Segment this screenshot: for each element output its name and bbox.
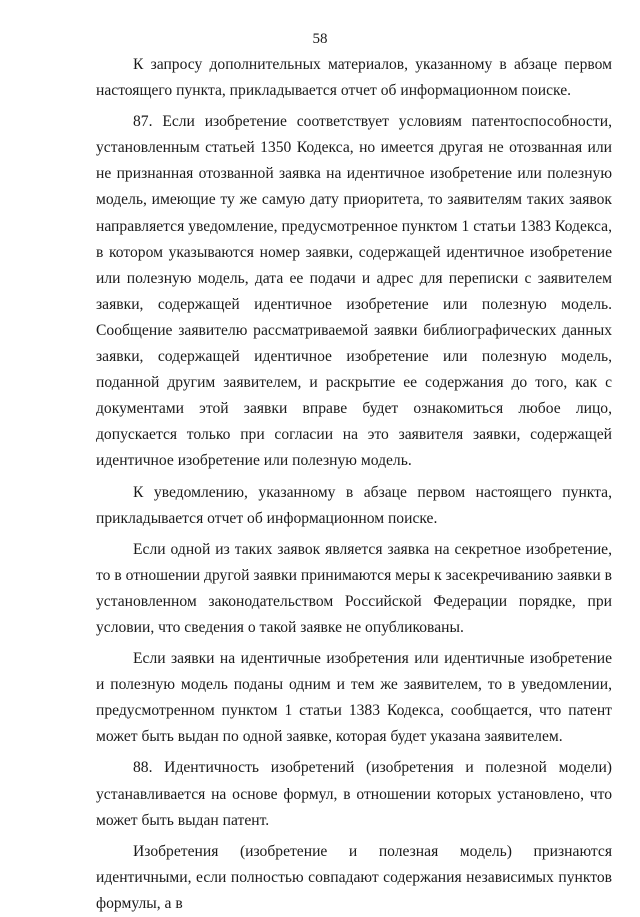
paragraph-1: К запросу дополнительных материалов, указанному в абзаце первом настоящего пункта, прикладывается отчет об информационном поиске. <box>96 56 612 100</box>
paragraph-5: Если заявки на идентичные изобретения или идентичные изобретение и полезную модель поданы одним и тем же заявителем, то в уведомлении, предусмотренном пунктом 1 статьи 1383 Кодекса, сообщается, что патент может быть выдан по одной заявке, которая будет указана заявителем. <box>96 650 612 746</box>
paragraph-3: К уведомлению, указанному в абзаце первом настоящего пункта, прикладывается отчет об информационном поиске. <box>96 483 612 527</box>
paragraph-4: Если одной из таких заявок является заявка на секретное изобретение, то в отношении другой заявки принимаются меры к засекречиванию заявки в установленном законодательством Российской Федерации порядке, при условии, что сведения о такой заявке не опубликованы. <box>96 540 612 636</box>
page-number: 58 <box>312 31 328 47</box>
paragraph-6-clause-88: 88. Идентичность изобретений (изобретения и полезной модели) устанавливается на основе формул, в отношении которых установлено, что может быть выдан патент. <box>96 759 612 829</box>
document-body <box>96 52 612 917</box>
paragraph-7: Изобретения (изобретение и полезная модель) признаются идентичными, если полностью совпадают содержания независимых пунктов формулы, а в <box>96 842 612 912</box>
paragraph-2-clause-87: 87. Если изобретение соответствует условиям патентоспособности, установленным статьей 1350 Кодекса, но имеется другая не отозванная или не признанная отозванной заявка на идентичное изобретение или полезную модель, имеющие ту же самую дату приоритета, то заявителям таких заявок направляется уведомление, предусмотренное пунктом 1 статьи 1383 Кодекса, в котором указываются номер заявки, содержащей идентичное изобретение или полезную модель, дата ее подачи и адрес для переписки с заявителем заявки, содержащей идентичное изобретение или полезную модель. Сообщение заявителю рассматриваемой заявки библиографических данных заявки, содержащей идентичное изобретение или полезную модель, поданной другим заявителем, и раскрытие ее содержания до того, как с документами этой заявки вправе будет ознакомиться любое лицо, допускается только при согласии на это заявителя заявки, содержащей идентичное изобретение или полезную модель. <box>96 113 612 470</box>
